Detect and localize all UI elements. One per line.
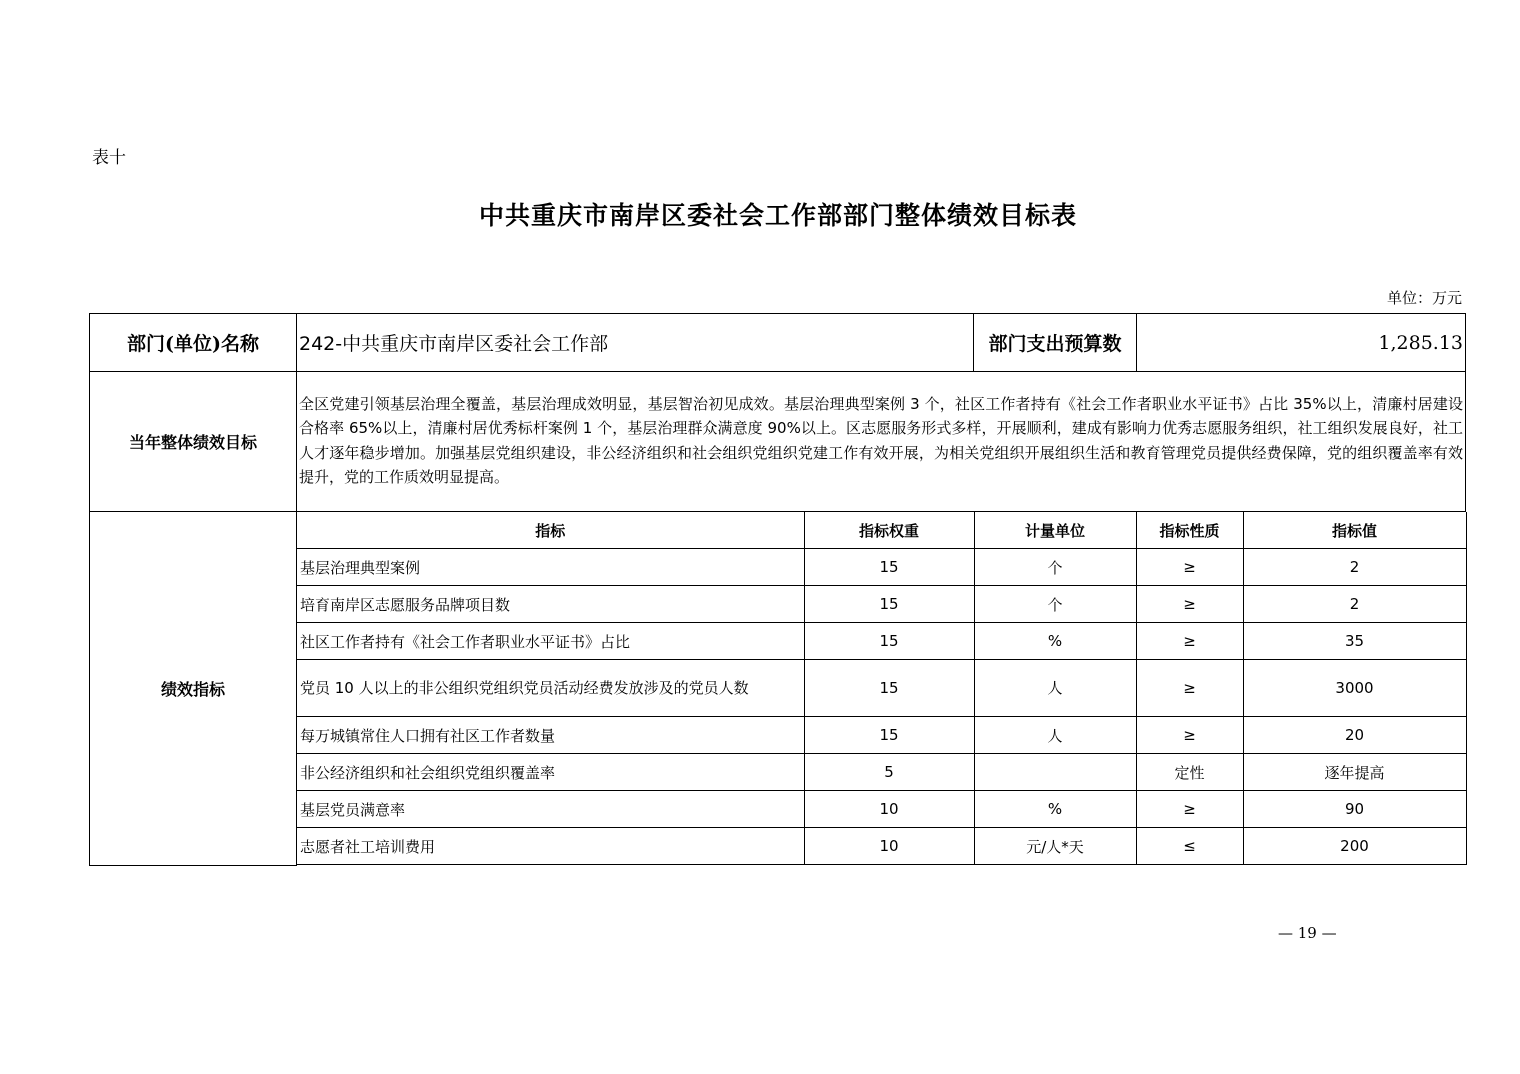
indicators-cell	[297, 512, 1466, 866]
goal-text: 全区党建引领基层治理全覆盖，基层治理成效明显，基层智治初见成效。基层治理典型案例 3 个，社区工作者持有《社会工作者职业水平证书》占比 35%以上，清廉村居建设合格率 65%以上，清廉村居优秀标杆案例 1 个，基层治理群众满意度 90%以上。区志愿服务形式多样，开展顺利，建成有影响力优秀志愿服务组织，社工组织发展良好，社工人才逐年稳步增加。加强基层党组织建设，非公经济组织和社会组织党组织党建工作有效开展，为相关党组织开展组织生活和教育管理党员提供经费保障，党的组织覆盖率有效提升，党的工作质效明显提高。	[297, 372, 1466, 512]
indicator-value: 90	[1243, 791, 1466, 828]
indicator-weight: 15	[804, 660, 974, 717]
indicator-value: 2	[1243, 549, 1466, 586]
indicators-table	[297, 512, 1467, 865]
goal-row	[90, 372, 1466, 512]
dept-label: 部门(单位)名称	[90, 314, 297, 372]
indicator-value: 200	[1243, 828, 1466, 865]
indicator-value: 逐年提高	[1243, 754, 1466, 791]
indicator-unit: 元/人*天	[974, 828, 1136, 865]
indicator-unit: 个	[974, 586, 1136, 623]
indicator-nature: ≥	[1136, 717, 1243, 754]
indicator-weight: 15	[804, 586, 974, 623]
table-row	[297, 791, 1466, 828]
indicator-name: 每万城镇常住人口拥有社区工作者数量	[297, 717, 804, 754]
indicator-weight: 10	[804, 828, 974, 865]
budget-value: 1,285.13	[1137, 314, 1466, 372]
performance-target-table	[89, 313, 1466, 866]
indicator-value: 20	[1243, 717, 1466, 754]
indicator-name: 社区工作者持有《社会工作者职业水平证书》占比	[297, 623, 804, 660]
table-row	[297, 586, 1466, 623]
indicator-value: 35	[1243, 623, 1466, 660]
table-row	[297, 623, 1466, 660]
indicator-name: 非公经济组织和社会组织党组织覆盖率	[297, 754, 804, 791]
indicator-name: 基层治理典型案例	[297, 549, 804, 586]
indicator-name: 志愿者社工培训费用	[297, 828, 804, 865]
indicator-unit: %	[974, 623, 1136, 660]
indicator-unit: 个	[974, 549, 1136, 586]
indicator-unit: %	[974, 791, 1136, 828]
indicator-unit: 人	[974, 660, 1136, 717]
budget-label: 部门支出预算数	[974, 314, 1137, 372]
indicator-nature: ≥	[1136, 623, 1243, 660]
page-title: 中共重庆市南岸区委社会工作部部门整体绩效目标表	[478, 201, 1077, 230]
col-header-indicator: 指标	[297, 512, 804, 549]
indicator-name: 基层党员满意率	[297, 791, 804, 828]
indicator-weight: 10	[804, 791, 974, 828]
table-row	[297, 660, 1466, 717]
indicator-weight: 15	[804, 549, 974, 586]
indicator-value: 2	[1243, 586, 1466, 623]
indicator-weight: 15	[804, 623, 974, 660]
indicator-nature: ≤	[1136, 828, 1243, 865]
col-header-unit: 计量单位	[974, 512, 1136, 549]
col-header-value: 指标值	[1243, 512, 1466, 549]
indicator-weight: 5	[804, 754, 974, 791]
indicators-label: 绩效指标	[90, 512, 297, 866]
table-row	[297, 754, 1466, 791]
indicator-weight: 15	[804, 717, 974, 754]
indicator-value: 3000	[1243, 660, 1466, 717]
table-row	[297, 549, 1466, 586]
indicator-nature: ≥	[1136, 586, 1243, 623]
page-number: — 19 —	[1278, 924, 1337, 942]
indicator-unit	[974, 754, 1136, 791]
indicator-name: 党员 10 人以上的非公组织党组织党员活动经费发放涉及的党员人数	[297, 660, 804, 717]
unit-label: 单位：万元	[1386, 289, 1462, 307]
col-header-nature: 指标性质	[1136, 512, 1243, 549]
indicators-header-row	[297, 512, 1466, 549]
indicator-unit: 人	[974, 717, 1136, 754]
table-label: 表十	[92, 148, 126, 168]
indicators-section	[90, 512, 1466, 866]
col-header-weight: 指标权重	[804, 512, 974, 549]
indicator-nature: ≥	[1136, 791, 1243, 828]
indicator-nature: 定性	[1136, 754, 1243, 791]
table-row	[297, 828, 1466, 865]
table-row	[297, 717, 1466, 754]
indicator-nature: ≥	[1136, 660, 1243, 717]
goal-label: 当年整体绩效目标	[90, 372, 297, 512]
indicator-name: 培育南岸区志愿服务品牌项目数	[297, 586, 804, 623]
indicator-nature: ≥	[1136, 549, 1243, 586]
dept-name: 242-中共重庆市南岸区委社会工作部	[297, 314, 974, 372]
department-row	[90, 314, 1466, 372]
